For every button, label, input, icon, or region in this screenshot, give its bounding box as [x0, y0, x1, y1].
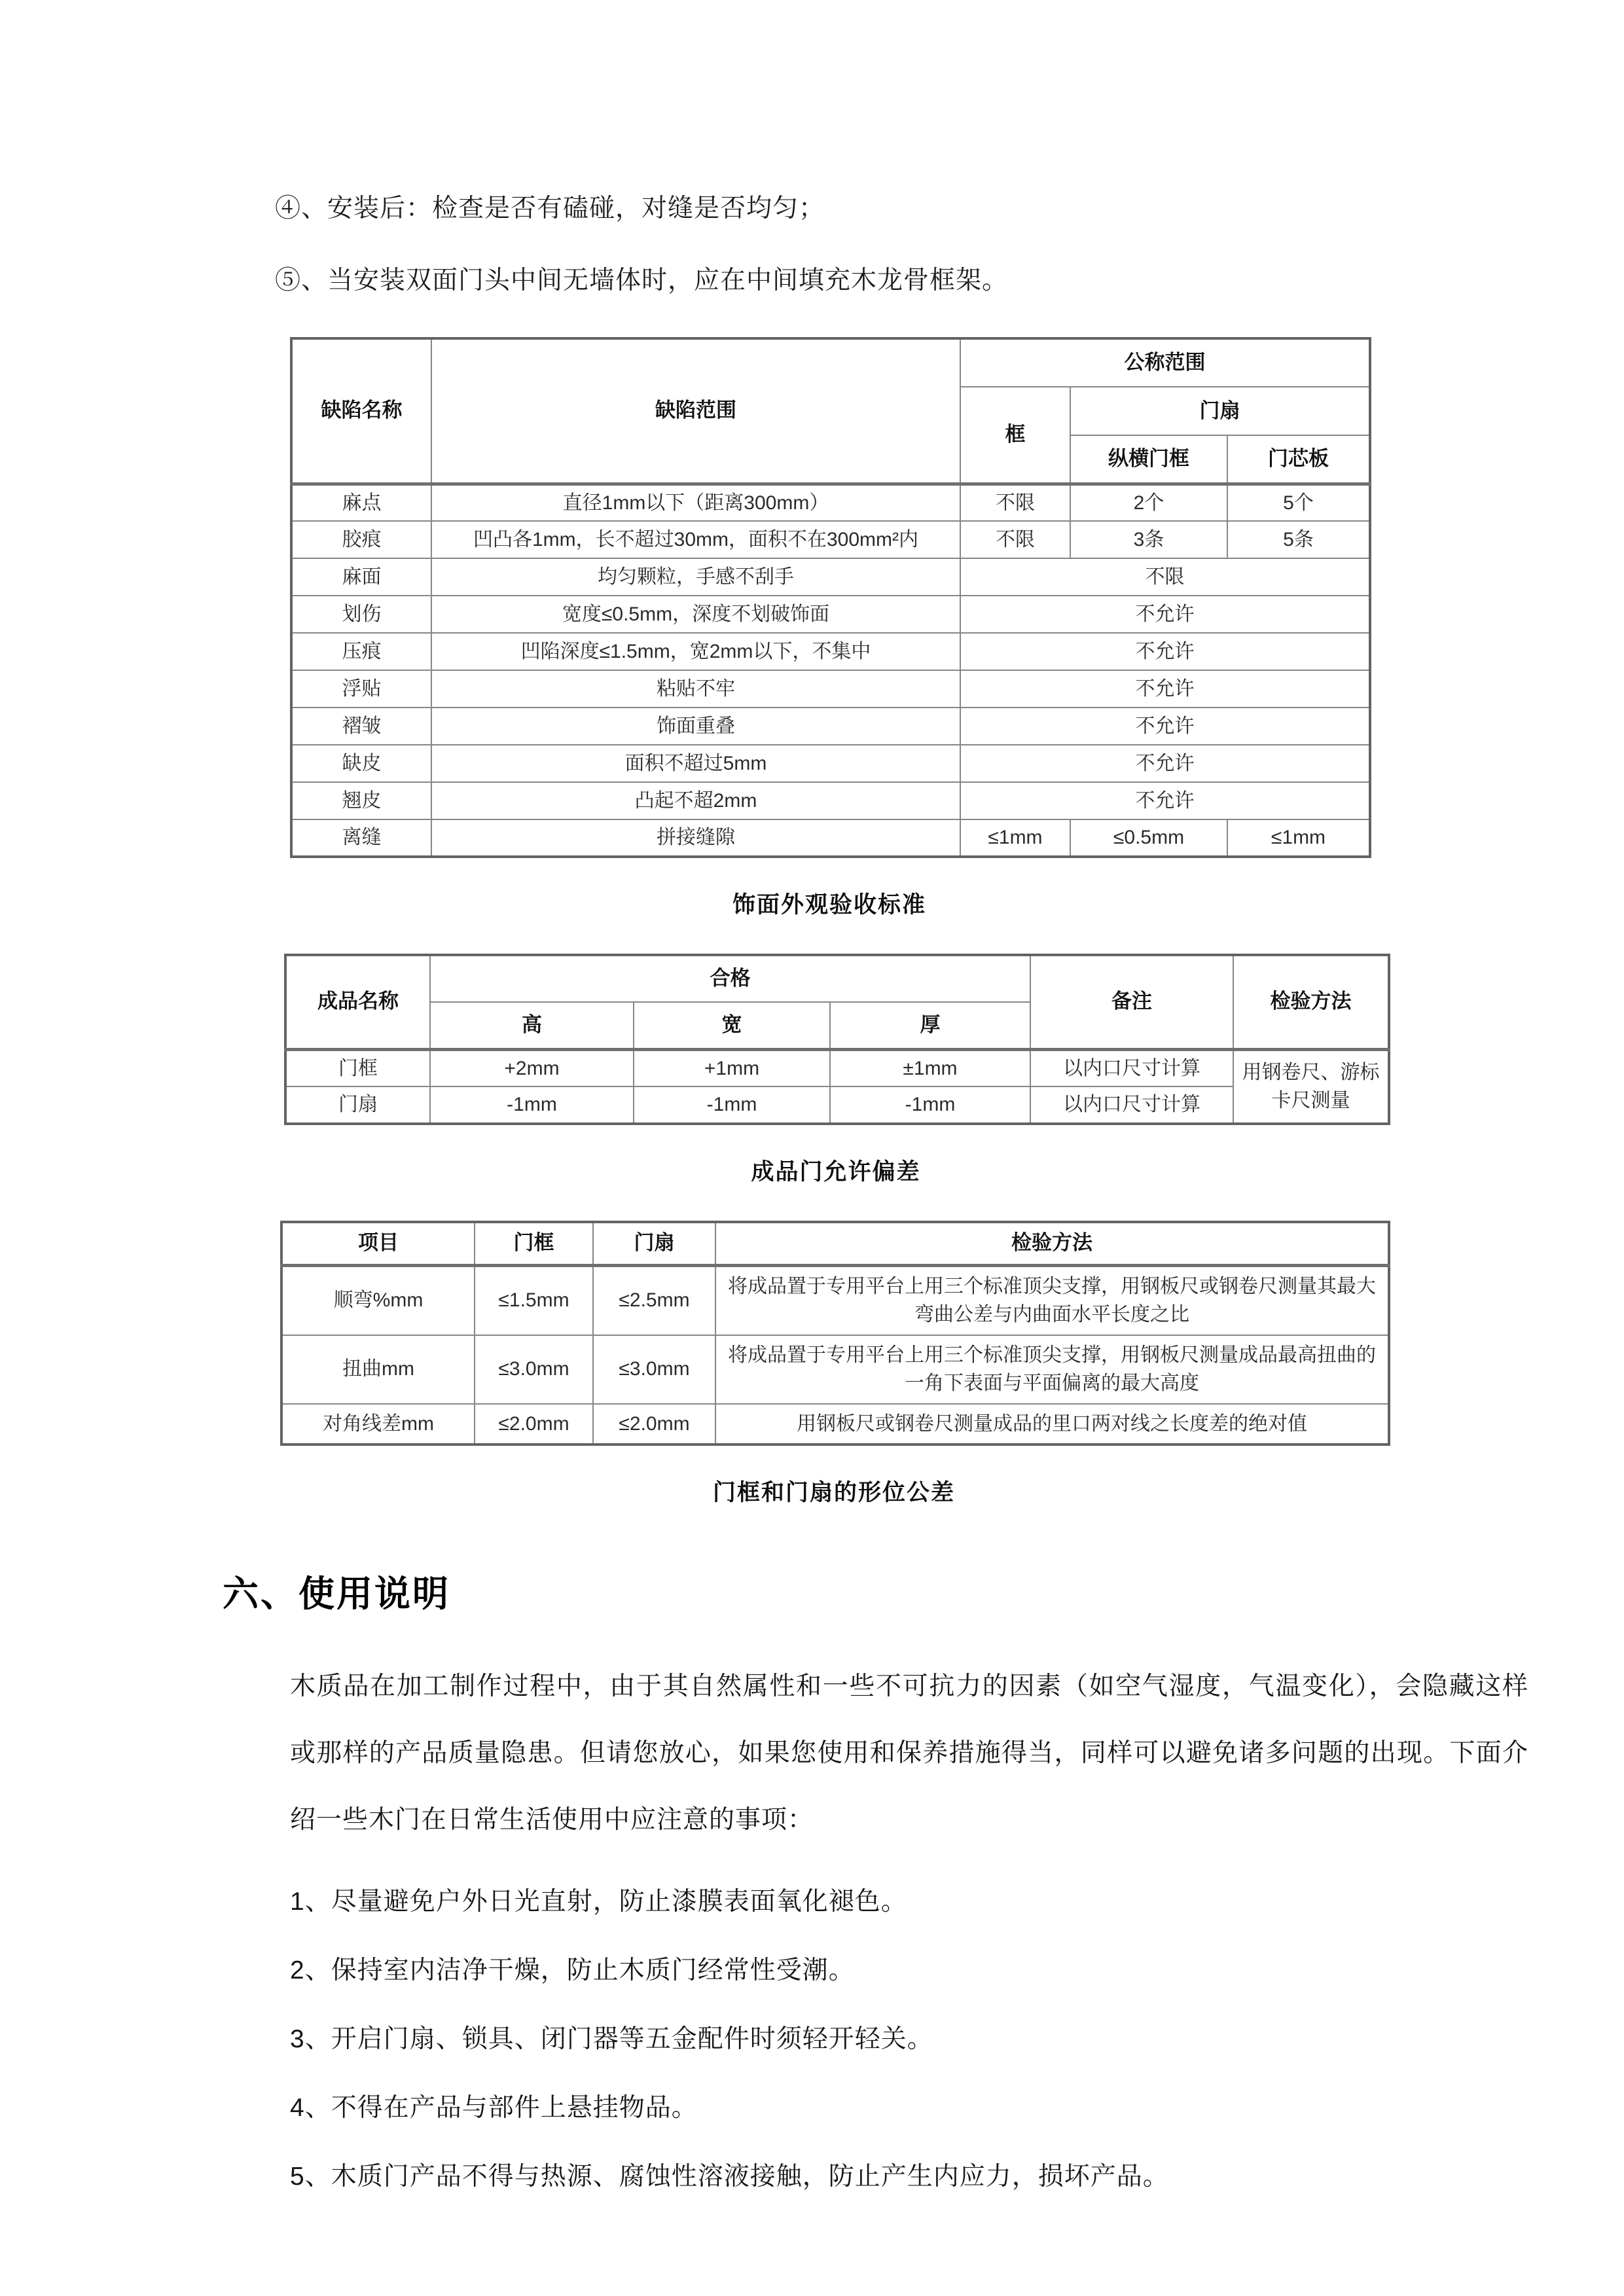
cell-method: 用钢板尺或钢卷尺测量成品的里口两对线之长度差的绝对值	[715, 1404, 1389, 1445]
deviation-table-section	[284, 954, 1388, 1187]
cell-all-columns: 不限	[960, 558, 1370, 596]
th-defect-range: 缺陷范围	[431, 338, 960, 484]
defect-table-section	[290, 337, 1369, 920]
cell-defect-name: 压痕	[291, 633, 431, 670]
install-note-5: ⑤、当安装双面门头中间无墙体时，应在中间填充木龙骨框架。	[275, 266, 1009, 295]
cell-method: 将成品置于专用平台上用三个标准顶尖支撑，用钢板尺或钢卷尺测量其最大弯曲公差与内曲面水平长度之比	[715, 1265, 1389, 1335]
cell-defect-name: 浮贴	[291, 670, 431, 708]
usage-item-3: 3、开启门扇、锁具、闭门器等五金配件时须轻开轻关。	[290, 2025, 933, 2053]
table-row	[291, 596, 1370, 633]
cell-defect-range: 凹凸各1mm，长不超过30mm，面积不在300mm²内	[431, 521, 960, 558]
usage-paragraph: 木质品在加工制作过程中，由于其自然属性和一些不可抗力的因素（如空气湿度，气温变化），会隐藏这样或那样的产品质量隐患。但请您放心，如果您使用和保养措施得当，同样可以避免诸多问题的出现。下面介绍一些木门在日常生活使用中应注意的事项：	[290, 1672, 1528, 1834]
cell-method: 将成品置于专用平台上用三个标准顶尖支撑，用钢板尺测量成品最高扭曲的一角下表面与平面偏离的最大高度	[715, 1335, 1389, 1404]
deviation-table	[284, 954, 1390, 1125]
tolerance-table-section	[280, 1221, 1388, 1507]
cell-method-merged: 用钢卷尺、游标卡尺测量	[1233, 1049, 1389, 1124]
cell-stiles: 3条	[1070, 521, 1227, 558]
cell-width: +1mm	[634, 1049, 830, 1086]
table1-caption: 饰面外观验收标准	[732, 892, 926, 918]
th-frame: 框	[960, 387, 1070, 484]
th-method: 检验方法	[1233, 955, 1389, 1049]
cell-note: 以内口尺寸计算	[1030, 1049, 1233, 1086]
th-core-panel: 门芯板	[1227, 435, 1370, 484]
cell-defect-name: 离缝	[291, 819, 431, 857]
cell-item: 顺弯%mm	[281, 1265, 475, 1335]
th-nominal-range: 公称范围	[960, 338, 1370, 387]
tolerance-table	[280, 1221, 1390, 1446]
cell-defect-name: 划伤	[291, 596, 431, 633]
cell-frame: ≤1mm	[960, 819, 1070, 857]
cell-defect-range: 均匀颗粒，手感不刮手	[431, 558, 960, 596]
cell-defect-range: 面积不超过5mm	[431, 745, 960, 782]
cell-width: -1mm	[634, 1086, 830, 1124]
cell-defect-name: 麻点	[291, 484, 431, 521]
usage-item-5: 5、木质门产品不得与热源、腐蚀性溶液接触，防止产生内应力，损坏产品。	[290, 2162, 1169, 2191]
cell-defect-range: 直径1mm以下（距离300mm）	[431, 484, 960, 521]
cell-defect-range: 粘贴不牢	[431, 670, 960, 708]
cell-all-columns: 不允许	[960, 596, 1370, 633]
table3-caption: 门框和门扇的形位公差	[712, 1480, 955, 1505]
cell-defect-range: 拼接缝隙	[431, 819, 960, 857]
cell-leaf: ≤2.5mm	[593, 1265, 715, 1335]
th-pass: 合格	[430, 955, 1030, 1002]
table-row	[291, 819, 1370, 857]
cell-product-name: 门扇	[285, 1086, 430, 1124]
th-frame: 门框	[475, 1222, 593, 1265]
cell-defect-range: 饰面重叠	[431, 708, 960, 745]
install-note-4: ④、安装后：检查是否有磕碰，对缝是否均匀；	[275, 194, 825, 223]
cell-leaf: ≤2.0mm	[593, 1404, 715, 1445]
cell-defect-name: 褶皱	[291, 708, 431, 745]
cell-frame: ≤3.0mm	[475, 1335, 593, 1404]
cell-frame: 不限	[960, 521, 1070, 558]
usage-item-1: 1、尽量避免户外日光直射，防止漆膜表面氧化褪色。	[290, 1888, 907, 1916]
cell-defect-name: 胶痕	[291, 521, 431, 558]
cell-height: -1mm	[430, 1086, 634, 1124]
cell-note: 以内口尺寸计算	[1030, 1086, 1233, 1124]
table-row	[291, 521, 1370, 558]
cell-item: 对角线差mm	[281, 1404, 475, 1445]
cell-stiles: ≤0.5mm	[1070, 819, 1227, 857]
usage-item-2: 2、保持室内洁净干燥，防止木质门经常性受潮。	[290, 1956, 855, 1984]
cell-defect-name: 翘皮	[291, 782, 431, 819]
th-door-leaf: 门扇	[1070, 387, 1370, 435]
section-heading: 六、使用说明	[223, 1573, 451, 1614]
th-thickness: 厚	[830, 1002, 1030, 1049]
th-method: 检验方法	[715, 1222, 1389, 1265]
usage-item-4: 4、不得在产品与部件上悬挂物品。	[290, 2094, 698, 2122]
cell-height: +2mm	[430, 1049, 634, 1086]
cell-defect-range: 凸起不超2mm	[431, 782, 960, 819]
cell-core: 5个	[1227, 484, 1370, 521]
table-row	[285, 1086, 1389, 1124]
table-row	[291, 633, 1370, 670]
cell-frame: ≤2.0mm	[475, 1404, 593, 1445]
cell-product-name: 门框	[285, 1049, 430, 1086]
th-width: 宽	[634, 1002, 830, 1049]
cell-all-columns: 不允许	[960, 670, 1370, 708]
th-height: 高	[430, 1002, 634, 1049]
cell-item: 扭曲mm	[281, 1335, 475, 1404]
table-row	[291, 558, 1370, 596]
cell-frame: 不限	[960, 484, 1070, 521]
cell-leaf: ≤3.0mm	[593, 1335, 715, 1404]
cell-core: 5条	[1227, 521, 1370, 558]
table-row	[281, 1404, 1389, 1445]
cell-defect-range: 宽度≤0.5mm，深度不划破饰面	[431, 596, 960, 633]
table-row	[281, 1265, 1389, 1335]
cell-thickness: -1mm	[830, 1086, 1030, 1124]
table2-caption: 成品门允许偏差	[751, 1159, 921, 1185]
table-row	[291, 745, 1370, 782]
cell-stiles: 2个	[1070, 484, 1227, 521]
table-row	[291, 782, 1370, 819]
th-defect-name: 缺陷名称	[291, 338, 431, 484]
cell-defect-name: 麻面	[291, 558, 431, 596]
th-item: 项目	[281, 1222, 475, 1265]
th-leaf: 门扇	[593, 1222, 715, 1265]
table-row	[291, 670, 1370, 708]
table-row	[285, 1049, 1389, 1086]
table-row	[291, 484, 1370, 521]
cell-all-columns: 不允许	[960, 708, 1370, 745]
th-note: 备注	[1030, 955, 1233, 1049]
th-product-name: 成品名称	[285, 955, 430, 1049]
cell-all-columns: 不允许	[960, 745, 1370, 782]
table-row	[291, 708, 1370, 745]
defect-table	[290, 337, 1371, 858]
cell-frame: ≤1.5mm	[475, 1265, 593, 1335]
table-row	[281, 1335, 1389, 1404]
cell-all-columns: 不允许	[960, 633, 1370, 670]
cell-all-columns: 不允许	[960, 782, 1370, 819]
th-stiles: 纵横门框	[1070, 435, 1227, 484]
cell-thickness: ±1mm	[830, 1049, 1030, 1086]
cell-defect-name: 缺皮	[291, 745, 431, 782]
cell-core: ≤1mm	[1227, 819, 1370, 857]
cell-defect-range: 凹陷深度≤1.5mm，宽2mm以下，不集中	[431, 633, 960, 670]
